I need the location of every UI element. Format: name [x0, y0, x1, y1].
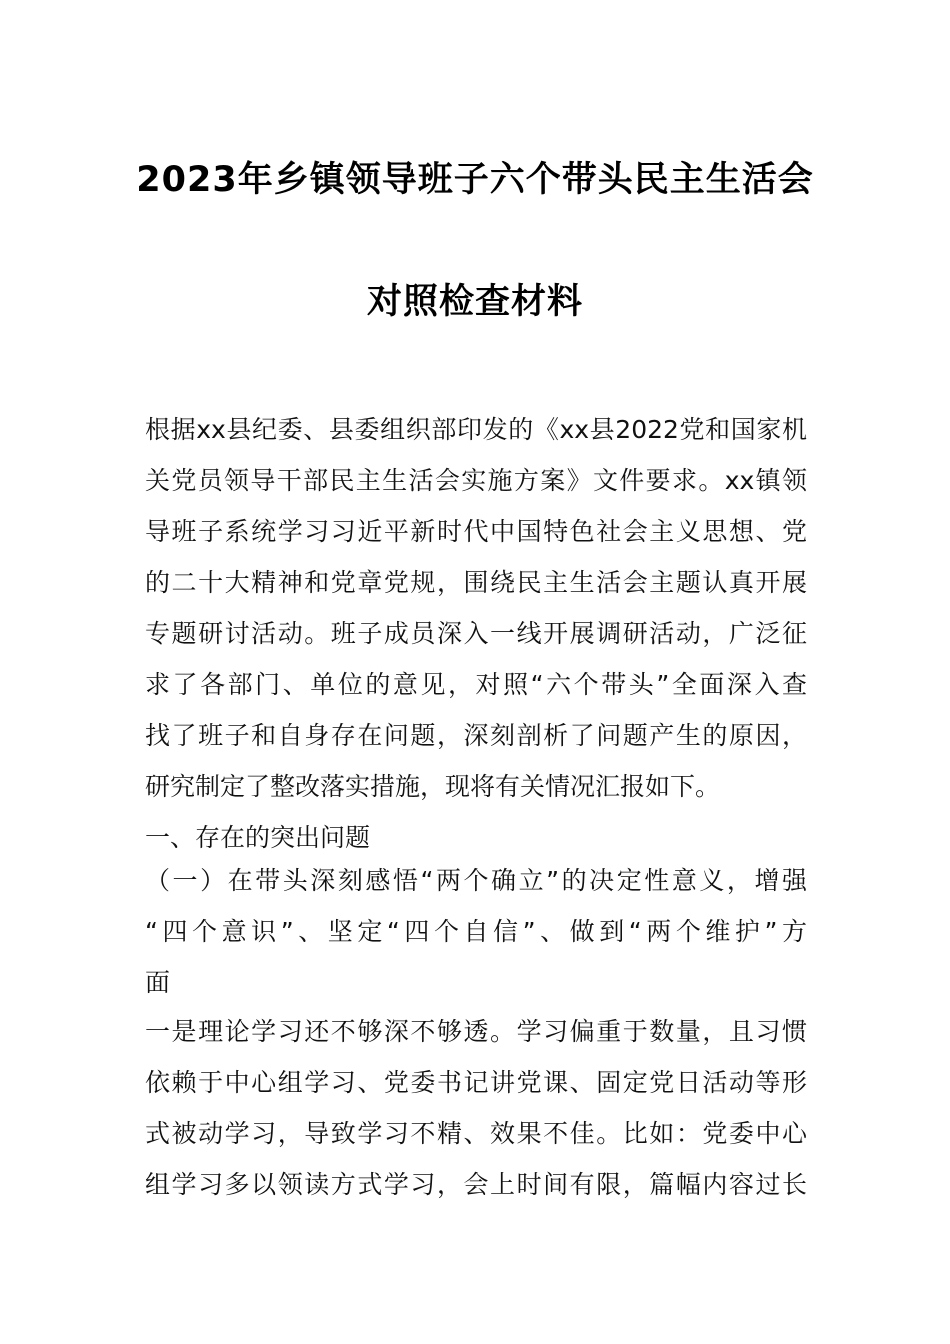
paragraph-line: 关党员领导干部民主生活会实施方案》文件要求。xx镇领: [145, 466, 807, 495]
paragraph-line: 根据xx县纪委、县委组织部印发的《xx县2022党和国家机: [145, 415, 807, 444]
subsection-heading: [145, 855, 807, 1008]
paragraph-line: “四个意识”、坚定“四个自信”、做到“两个维护”方: [145, 917, 807, 946]
body-paragraph: [145, 1006, 807, 1210]
paragraph-line: 研究制定了整改落实措施，现将有关情况汇报如下。: [145, 772, 721, 801]
document-title-line-2: 对照检查材料: [366, 282, 583, 322]
paragraph-line: 求了各部门、单位的意见，对照“六个带头”全面深入查: [145, 670, 807, 699]
paragraph-line: 式被动学习，导致学习不精、效果不佳。比如：党委中心: [145, 1119, 807, 1148]
paragraph-line: 导班子系统学习习近平新时代中国特色社会主义思想、党: [145, 517, 807, 546]
paragraph-line: （一）在带头深刻感悟“两个确立”的决定性意义，增强: [145, 866, 807, 895]
intro-paragraph: [145, 404, 807, 812]
paragraph-line: 一是理论学习还不够深不够透。学习偏重于数量，且习惯: [145, 1017, 807, 1046]
paragraph-line: 的二十大精神和党章党规，围绕民主生活会主题认真开展: [145, 568, 807, 597]
paragraph-line: 依赖于中心组学习、党委书记讲党课、固定党日活动等形: [145, 1068, 807, 1097]
paragraph-line: 组学习多以领读方式学习，会上时间有限，篇幅内容过长: [145, 1170, 807, 1199]
paragraph-line: 面: [145, 968, 171, 997]
document-title-line-1: 2023年乡镇领导班子六个带头民主生活会: [136, 160, 814, 200]
paragraph-line: 找了班子和自身存在问题，深刻剖析了问题产生的原因，: [145, 721, 807, 750]
heading-line: 一、存在的突出问题: [145, 823, 371, 852]
paragraph-line: 专题研讨活动。班子成员深入一线开展调研活动，广泛征: [145, 619, 807, 648]
